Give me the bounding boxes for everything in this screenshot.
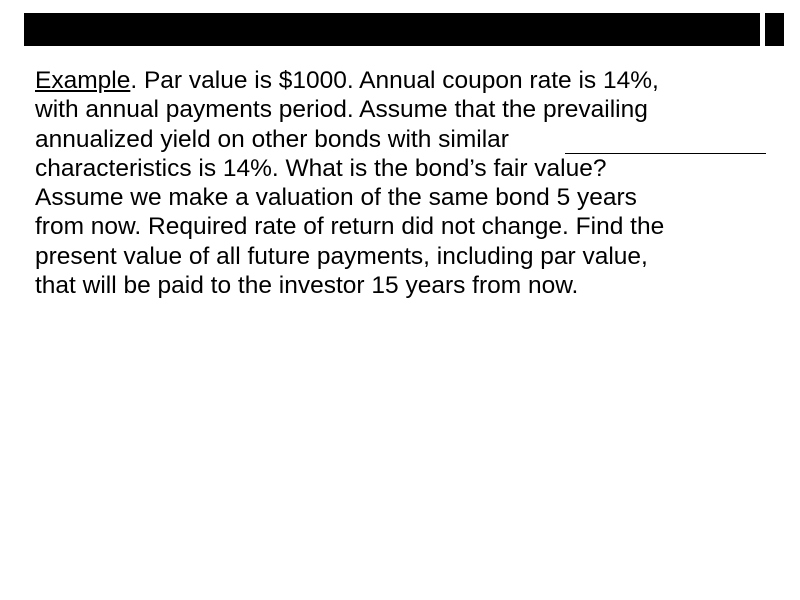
text-line-3: annualized yield on other bonds with similar [35, 125, 509, 153]
text-line-6: from now. Required rate of return did not change. Find the [35, 213, 665, 241]
text-line-1-rest: . Par value is $1000. Annual coupon rate is 14%, [130, 67, 659, 94]
text-line-8: that will be paid to the investor 15 years from now. [35, 272, 579, 300]
text-line-4: characteristics is 14%. What is the bond’s fair value? [35, 154, 607, 182]
text-line-2: with annual payments period. Assume that the prevailing [35, 96, 648, 124]
header-bar [24, 13, 760, 46]
text-line-5: Assume we make a valuation of the same bond 5 years [35, 184, 637, 212]
slide-body-text [35, 66, 765, 300]
text-line-1 [35, 66, 765, 95]
example-label: Example [35, 67, 131, 94]
text-line-7: present value of all future payments, including par value, [35, 242, 648, 270]
header-bar-end-block [765, 13, 784, 46]
